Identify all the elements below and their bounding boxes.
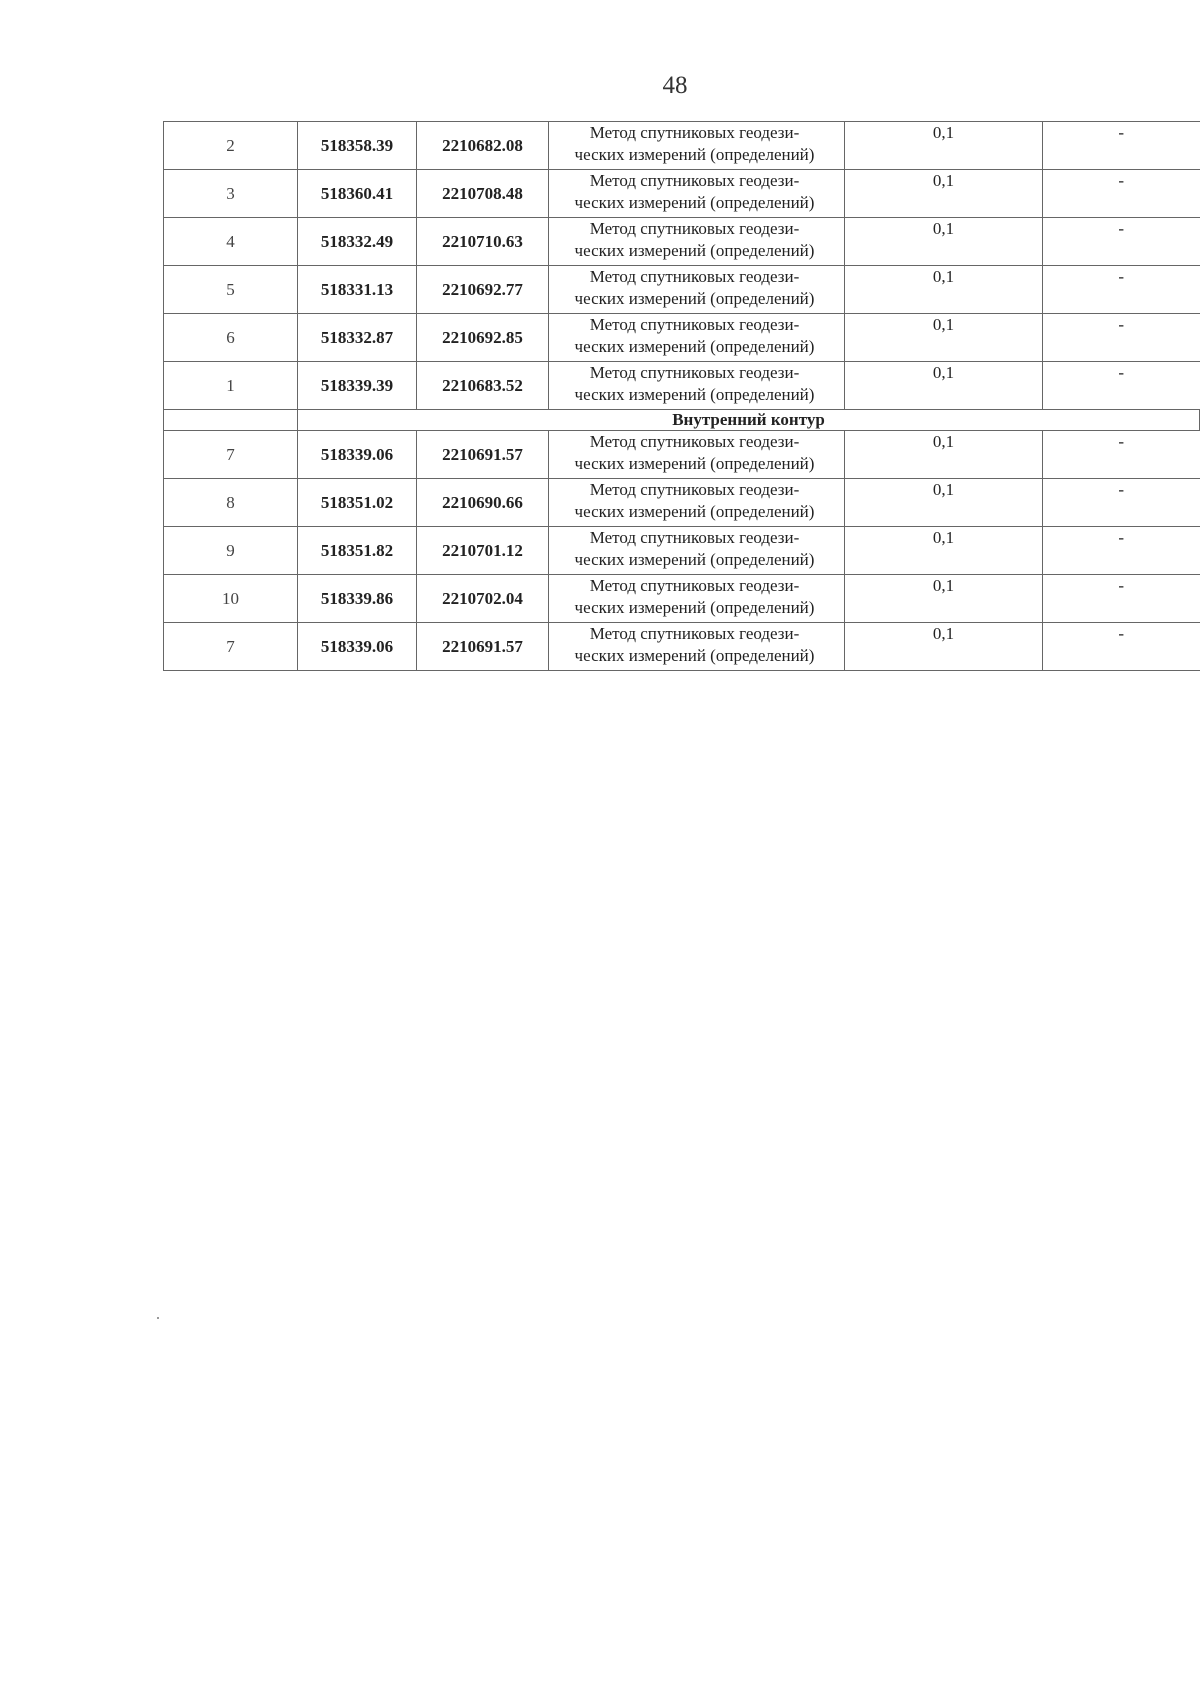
- method-cell: [549, 314, 845, 362]
- method-line-1: Метод спутниковых геодези-: [589, 267, 800, 286]
- method-line-1: Метод спутниковых геодези-: [589, 123, 800, 142]
- table-row: [164, 527, 1200, 575]
- method-cell: [549, 266, 845, 314]
- accuracy-value: 0,1: [932, 219, 955, 238]
- accuracy-value: 0,1: [932, 267, 955, 286]
- method-line-2: ческих измерений (определений): [574, 646, 815, 665]
- method-cell: [549, 575, 845, 623]
- extra-cell: [1043, 170, 1200, 218]
- point-number: 5: [164, 266, 298, 314]
- extra-cell: [1043, 218, 1200, 266]
- method-line-1: Метод спутниковых геодези-: [589, 171, 800, 190]
- method-line-2: ческих измерений (определений): [574, 241, 815, 260]
- extra-value: -: [1118, 624, 1125, 643]
- coord-x-cell: [298, 623, 417, 671]
- method-line-2: ческих измерений (определений): [574, 502, 815, 521]
- coord-x: 518332.87: [320, 328, 394, 347]
- coord-y: 2210710.63: [442, 232, 523, 251]
- method-line-1: Метод спутниковых геодези-: [589, 480, 800, 499]
- accuracy-value: 0,1: [932, 363, 955, 382]
- point-number: 1: [164, 362, 298, 410]
- coord-x-cell: [298, 218, 417, 266]
- table-row: [164, 623, 1200, 671]
- accuracy-value: 0,1: [932, 432, 955, 451]
- inner-contour-rows: [164, 431, 1200, 671]
- coord-y-cell: [417, 170, 549, 218]
- point-number: 9: [164, 527, 298, 575]
- point-number: 2: [164, 122, 298, 170]
- accuracy-value: 0,1: [932, 171, 955, 190]
- accuracy-cell: [845, 122, 1043, 170]
- section-header: [164, 410, 1200, 431]
- coord-x-cell: [298, 575, 417, 623]
- coord-y: 2210682.08: [442, 136, 523, 155]
- coord-x-cell: [298, 122, 417, 170]
- point-number: 3: [164, 170, 298, 218]
- method-cell: [549, 362, 845, 410]
- coord-y: 2210691.57: [442, 445, 523, 464]
- extra-value: -: [1118, 123, 1125, 142]
- coord-x-cell: [298, 479, 417, 527]
- coord-y: 2210692.85: [442, 328, 523, 347]
- point-number: 8: [164, 479, 298, 527]
- table-row: [164, 266, 1200, 314]
- coord-x: 518339.86: [320, 589, 394, 608]
- coord-y-cell: [417, 527, 549, 575]
- extra-value: -: [1118, 267, 1125, 286]
- coord-x-cell: [298, 266, 417, 314]
- extra-cell: [1043, 266, 1200, 314]
- coord-y: 2210701.12: [442, 541, 523, 560]
- page-number: 48: [662, 72, 688, 99]
- coord-x: 518351.82: [320, 541, 394, 560]
- method-line-2: ческих измерений (определений): [574, 193, 815, 212]
- table-row: [164, 479, 1200, 527]
- method-line-1: Метод спутниковых геодези-: [589, 624, 800, 643]
- extra-cell: [1043, 527, 1200, 575]
- coord-y: 2210692.77: [442, 280, 523, 299]
- method-cell: [549, 218, 845, 266]
- coord-y-cell: [417, 623, 549, 671]
- extra-value: -: [1118, 171, 1125, 190]
- coord-y-cell: [417, 122, 549, 170]
- method-cell: [549, 527, 845, 575]
- coord-y: 2210691.57: [442, 637, 523, 656]
- extra-value: -: [1118, 432, 1125, 451]
- accuracy-value: 0,1: [932, 123, 955, 142]
- coord-y-cell: [417, 479, 549, 527]
- method-line-2: ческих измерений (определений): [574, 598, 815, 617]
- coord-x: 518360.41: [320, 184, 394, 203]
- extra-value: -: [1118, 219, 1125, 238]
- extra-cell: [1043, 431, 1200, 479]
- section-title: Внутренний контур: [298, 410, 1200, 431]
- extra-value: -: [1118, 480, 1125, 499]
- method-line-2: ческих измерений (определений): [574, 385, 815, 404]
- accuracy-cell: [845, 314, 1043, 362]
- coord-y-cell: [417, 218, 549, 266]
- method-line-1: Метод спутниковых геодези-: [589, 528, 800, 547]
- method-line-1: Метод спутниковых геодези-: [589, 315, 800, 334]
- method-line-2: ческих измерений (определений): [574, 454, 815, 473]
- extra-cell: [1043, 314, 1200, 362]
- extra-cell: [1043, 479, 1200, 527]
- table-row: [164, 575, 1200, 623]
- method-cell: [549, 170, 845, 218]
- table-row: [164, 218, 1200, 266]
- accuracy-value: 0,1: [932, 624, 955, 643]
- coord-y-cell: [417, 266, 549, 314]
- extra-value: -: [1118, 576, 1125, 595]
- coord-x: 518339.06: [320, 637, 394, 656]
- method-cell: [549, 431, 845, 479]
- table-row: [164, 431, 1200, 479]
- point-number: 4: [164, 218, 298, 266]
- section-row: [164, 410, 1200, 431]
- accuracy-value: 0,1: [932, 315, 955, 334]
- coord-x-cell: [298, 527, 417, 575]
- extra-value: -: [1118, 528, 1125, 547]
- coord-x-cell: [298, 170, 417, 218]
- outer-contour-rows: [164, 122, 1200, 410]
- method-line-2: ческих измерений (определений): [574, 289, 815, 308]
- method-line-1: Метод спутниковых геодези-: [589, 432, 800, 451]
- coord-x: 518358.39: [320, 136, 394, 155]
- method-cell: [549, 479, 845, 527]
- accuracy-value: 0,1: [932, 480, 955, 499]
- table-row: [164, 314, 1200, 362]
- method-line-1: Метод спутниковых геодези-: [589, 219, 800, 238]
- coord-y-cell: [417, 431, 549, 479]
- method-line-2: ческих измерений (определений): [574, 145, 815, 164]
- extra-cell: [1043, 362, 1200, 410]
- coord-x: 518339.39: [320, 376, 394, 395]
- accuracy-cell: [845, 266, 1043, 314]
- extra-cell: [1043, 623, 1200, 671]
- extra-cell: [1043, 575, 1200, 623]
- point-number: 7: [164, 623, 298, 671]
- coord-y-cell: [417, 575, 549, 623]
- coord-x-cell: [298, 362, 417, 410]
- point-number: 10: [164, 575, 298, 623]
- accuracy-cell: [845, 431, 1043, 479]
- point-number: 7: [164, 431, 298, 479]
- accuracy-cell: [845, 575, 1043, 623]
- coord-x: 518339.06: [320, 445, 394, 464]
- table-row: [164, 170, 1200, 218]
- method-cell: [549, 623, 845, 671]
- method-line-2: ческих измерений (определений): [574, 550, 815, 569]
- table-row: [164, 362, 1200, 410]
- method-cell: [549, 122, 845, 170]
- coord-x-cell: [298, 431, 417, 479]
- accuracy-cell: [845, 527, 1043, 575]
- coord-x-cell: [298, 314, 417, 362]
- section-blank-cell: [164, 410, 298, 431]
- coordinates-table: [163, 121, 1200, 671]
- accuracy-cell: [845, 623, 1043, 671]
- accuracy-cell: [845, 218, 1043, 266]
- extra-cell: [1043, 122, 1200, 170]
- coord-y: 2210690.66: [442, 493, 523, 512]
- coord-x: 518332.49: [320, 232, 394, 251]
- point-number: 6: [164, 314, 298, 362]
- coord-y-cell: [417, 314, 549, 362]
- method-line-2: ческих измерений (определений): [574, 337, 815, 356]
- method-line-1: Метод спутниковых геодези-: [589, 363, 800, 382]
- coord-y: 2210708.48: [442, 184, 523, 203]
- accuracy-cell: [845, 170, 1043, 218]
- coord-x: 518331.13: [320, 280, 394, 299]
- method-line-1: Метод спутниковых геодези-: [589, 576, 800, 595]
- accuracy-value: 0,1: [932, 528, 955, 547]
- scan-speck: [157, 1317, 159, 1319]
- accuracy-cell: [845, 362, 1043, 410]
- accuracy-cell: [845, 479, 1043, 527]
- table-row: [164, 122, 1200, 170]
- accuracy-value: 0,1: [932, 576, 955, 595]
- coord-x: 518351.02: [320, 493, 394, 512]
- extra-value: -: [1118, 315, 1125, 334]
- coord-y: 2210683.52: [442, 376, 523, 395]
- extra-value: -: [1118, 363, 1125, 382]
- coord-y: 2210702.04: [442, 589, 523, 608]
- coord-y-cell: [417, 362, 549, 410]
